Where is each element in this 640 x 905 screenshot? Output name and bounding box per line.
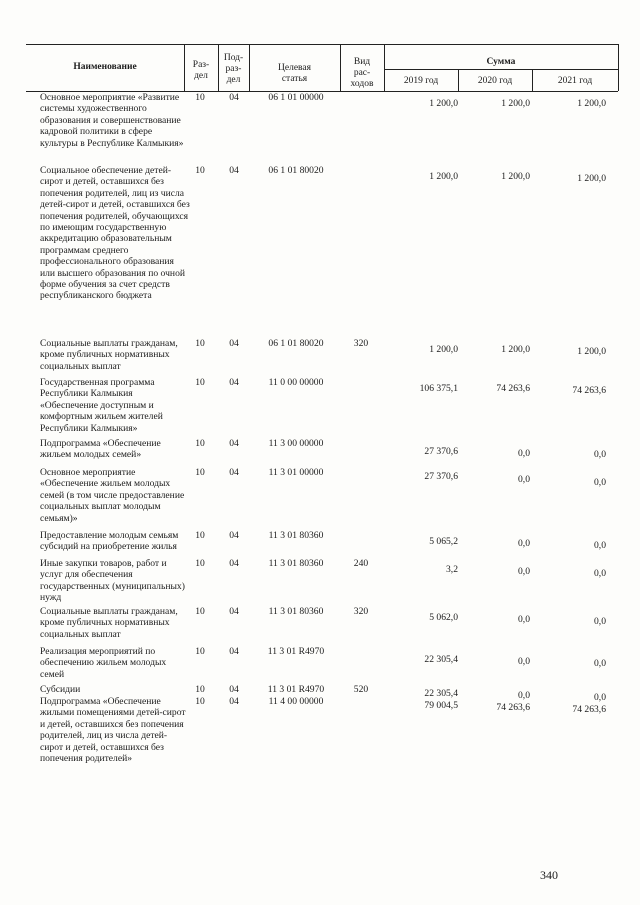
row-sum-2020: 74 263,6 <box>496 383 530 394</box>
row-podrazdel: 04 <box>229 646 239 657</box>
row-vid: 320 <box>353 338 369 349</box>
row-celevaya: 11 3 01 00000 <box>268 467 324 478</box>
row-name: Социальные выплаты гражданам, кроме публичных нормативных социальных выплат <box>40 606 178 640</box>
row-celevaya: 11 3 01 80360 <box>268 558 324 569</box>
row-sum-2020: 0,0 <box>518 690 530 701</box>
row-celevaya: 11 3 01 80360 <box>268 530 324 541</box>
row-podrazdel: 04 <box>229 558 239 569</box>
row-sum-2020: 0,0 <box>518 538 530 549</box>
row-sum-2021: 0,0 <box>594 477 606 488</box>
row-sum-2019: 27 370,6 <box>424 471 458 482</box>
row-celevaya: 11 3 00 00000 <box>268 438 324 449</box>
row-sum-2019: 5 062,0 <box>429 612 458 623</box>
row-celevaya: 11 4 00 00000 <box>268 696 324 707</box>
row-razdel: 10 <box>195 530 205 541</box>
row-sum-2021: 0,0 <box>594 616 606 627</box>
row-sum-2019: 5 065,2 <box>429 536 458 547</box>
row-vid: 520 <box>353 684 369 695</box>
row-razdel: 10 <box>195 438 205 449</box>
row-podrazdel: 04 <box>229 530 239 541</box>
header-year-2021: 2021 год <box>557 76 593 86</box>
row-celevaya: 11 0 00 00000 <box>268 377 324 388</box>
row-sum-2021: 0,0 <box>594 658 606 669</box>
header-razdel: Раз- дел <box>192 60 210 81</box>
header-top-border <box>26 44 618 45</box>
row-sum-2020: 74 263,6 <box>496 702 530 713</box>
header-vid: Вид рас- ходов <box>350 57 374 89</box>
row-name: Основное мероприятие «Развитие системы художественного образования и совершенствование кадровой политики в сфере культуры в Республике Калмыкия» <box>40 92 184 149</box>
header-celevaya: Целевая статья <box>278 63 311 84</box>
row-podrazdel: 04 <box>229 684 239 695</box>
row-sum-2020: 0,0 <box>518 448 530 459</box>
row-podrazdel: 04 <box>229 696 239 707</box>
row-sum-2020: 0,0 <box>518 474 530 485</box>
page-number: 340 <box>540 868 558 882</box>
header-summa-divider <box>384 69 618 70</box>
row-sum-2019: 1 200,0 <box>429 344 458 355</box>
row-sum-2020: 1 200,0 <box>501 344 530 355</box>
row-celevaya: 06 1 01 80020 <box>268 165 324 176</box>
row-vid: 240 <box>353 558 369 569</box>
row-razdel: 10 <box>195 165 205 176</box>
row-podrazdel: 04 <box>229 438 239 449</box>
row-sum-2020: 0,0 <box>518 614 530 625</box>
row-name: Иные закупки товаров, работ и услуг для обеспечения государственных (муниципальных) нужд <box>40 558 185 604</box>
row-sum-2021: 0,0 <box>594 692 606 703</box>
row-name: Социальные выплаты гражданам, кроме публичных нормативных социальных выплат <box>40 338 178 372</box>
row-razdel: 10 <box>195 606 205 617</box>
row-sum-2019: 79 004,5 <box>424 700 458 711</box>
row-name: Субсидии <box>40 684 81 695</box>
header-podrazdel: Под- раз- дел <box>223 53 244 85</box>
header-summa: Сумма <box>486 57 516 67</box>
row-name: Предоставление молодым семьям субсидий на приобретение жилья <box>40 530 179 553</box>
row-sum-2021: 0,0 <box>594 568 606 579</box>
row-sum-2020: 0,0 <box>518 566 530 577</box>
row-razdel: 10 <box>195 646 205 657</box>
row-sum-2019: 1 200,0 <box>429 98 458 109</box>
row-celevaya: 11 3 01 80360 <box>268 606 324 617</box>
row-vid: 320 <box>353 606 369 617</box>
row-celevaya: 11 3 01 R4970 <box>267 684 325 695</box>
row-razdel: 10 <box>195 92 205 103</box>
row-sum-2019: 27 370,6 <box>424 446 458 457</box>
row-podrazdel: 04 <box>229 165 239 176</box>
header-right-border <box>618 44 619 91</box>
header-year-2020: 2020 год <box>477 76 513 86</box>
row-name: Государственная программа Республики Калмыкия «Обеспечение доступным и комфортным жильем жителей Республики Калмыкия» <box>40 377 163 434</box>
row-podrazdel: 04 <box>229 92 239 103</box>
header-name: Наименование <box>73 62 137 72</box>
row-name: Подпрограмма «Обеспечение жилыми помещениями детей-сирот и детей, оставшихся без попечения родителей, лиц из числа детей-сирот и детей, оставшихся без попечения родителей» <box>40 696 186 765</box>
row-podrazdel: 04 <box>229 467 239 478</box>
row-sum-2019: 22 305,4 <box>424 688 458 699</box>
row-sum-2019: 106 375,1 <box>419 383 458 394</box>
row-sum-2020: 0,0 <box>518 656 530 667</box>
row-razdel: 10 <box>195 558 205 569</box>
row-name: Социальное обеспечение детей-сирот и детей, оставшихся без попечения родителей, лиц из числа детей-сирот и детей, оставшихся без попечения родителей, обучающихся по имеющим государственную аккредитацию образовательным программам среднего профессионального образования или высшего образования по очной форме обучения за счет средств республиканского бюджета <box>40 165 190 302</box>
row-razdel: 10 <box>195 684 205 695</box>
row-sum-2021: 74 263,6 <box>572 385 606 396</box>
row-sum-2019: 3,2 <box>446 564 458 575</box>
row-razdel: 10 <box>195 338 205 349</box>
row-sum-2021: 1 200,0 <box>577 346 606 357</box>
row-name: Реализация мероприятий по обеспечению жильем молодых семей <box>40 646 167 680</box>
row-sum-2021: 0,0 <box>594 540 606 551</box>
row-name: Основное мероприятие «Обеспечение жильем молодых семей (в том числе предоставление социальных выплат молодым семьям)» <box>40 467 185 524</box>
header-year-2019: 2019 год <box>403 76 439 86</box>
row-celevaya: 11 3 01 R4970 <box>267 646 325 657</box>
row-celevaya: 06 1 01 80020 <box>268 338 324 349</box>
row-sum-2021: 0,0 <box>594 449 606 460</box>
row-sum-2021: 74 263,6 <box>572 704 606 715</box>
row-podrazdel: 04 <box>229 377 239 388</box>
row-sum-2020: 1 200,0 <box>501 98 530 109</box>
row-sum-2020: 1 200,0 <box>501 171 530 182</box>
row-celevaya: 06 1 01 00000 <box>268 92 324 103</box>
row-sum-2019: 1 200,0 <box>429 171 458 182</box>
row-sum-2021: 1 200,0 <box>577 173 606 184</box>
row-podrazdel: 04 <box>229 606 239 617</box>
row-razdel: 10 <box>195 696 205 707</box>
row-razdel: 10 <box>195 377 205 388</box>
row-name: Подпрограмма «Обеспечение жильем молодых семей» <box>40 438 161 461</box>
row-sum-2019: 22 305,4 <box>424 654 458 665</box>
row-sum-2021: 1 200,0 <box>577 98 606 109</box>
row-razdel: 10 <box>195 467 205 478</box>
row-podrazdel: 04 <box>229 338 239 349</box>
